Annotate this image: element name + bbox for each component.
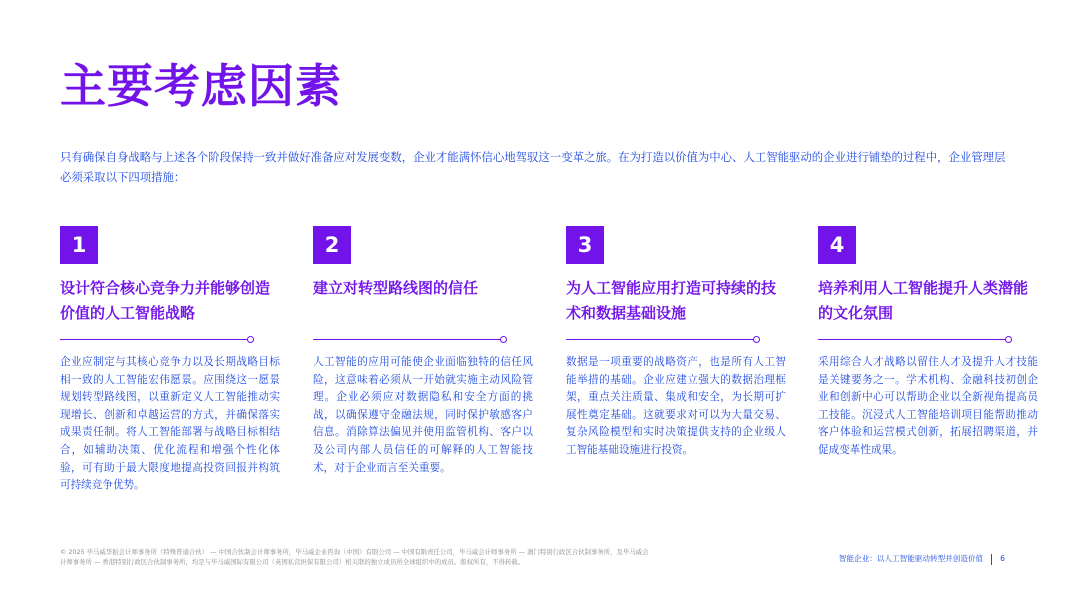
measure-number-badge: 1 [60,226,98,264]
measure-column-1 [60,226,280,492]
measure-heading: 建立对转型路线图的信任 [313,279,479,297]
measure-heading: 培养利用人工智能提升人类潜能的文化氛围 [818,279,1029,322]
measure-column-2 [313,226,533,474]
page-title: 主要考虑因素 [60,59,342,113]
measure-heading: 为人工智能应用打造可持续的技术和数据基础设施 [566,279,777,322]
footer-page-info [839,552,1005,566]
divider-end-circle-icon [500,336,507,343]
intro-paragraph: 只有确保自身战略与上述各个阶段保持一致并做好准备应对发展变数，企业才能满怀信心地驾驭这一变革之旅。在为打造以价值为中心、人工智能驱动的企业进行铺垫的过程中，企业管理层必须采取以下四项措施： [60,150,1006,184]
footer-separator [991,554,992,565]
footer-document-title: 智能企业：以人工智能驱动转型并创造价值 [838,554,984,563]
footer-legal-notice: © 2025 毕马威华振会计师事务所（特殊普通合伙） — 中国合伙制会计师事务所，毕马威企业咨询（中国）有限公司 — 中国有限责任公司，毕马威会计师事务所 — 澳门特别行政区合伙制事务所，及毕马威会计师事务所 — 香港特别行政区合伙制事务所，均是与毕马威国际有限公司（英国私营担保有限公司）相关联的独立成员所全球组织中的成员。版权所有，不得转载。 [60,548,649,566]
measure-number-badge: 4 [818,226,856,264]
measure-body-text: 人工智能的应用可能使企业面临独特的信任风险，这意味着必须从一开始就实施主动风险管理。企业必须应对数据隐私和安全方面的挑战，以确保遵守金融法规，同时保护敏感客户信息。消除算法偏见并使用监管机构、客户以及公司内部人员信任的可解释的人工智能技术，对于企业而言至关重要。 [313,356,533,474]
measure-body-text: 企业应制定与其核心竞争力以及长期战略目标相一致的人工智能宏伟愿景。应围绕这一愿景规划转型路线图，以重新定义人工智能推动实现增长、创新和卓越运营的方式，并确保落实成果责任制。将人工智能部署与战略目标相结合，如辅助决策、优化流程和增强个性化体验，可有助于最大限度地提高投资回报并构筑可持续竞争优势。 [60,356,280,492]
divider-line [818,339,1008,340]
measure-column-4 [818,226,1038,456]
measure-body-text: 数据是一项重要的战略资产，也是所有人工智能举措的基础。企业应建立强大的数据治理框架，重点关注质量、集成和安全，为长期可扩展性奠定基础。这就要求对可以为大量交易、复杂风险模型和实时决策提供支持的企业级人工智能基础设施进行投资。 [566,356,786,456]
page-number: 6 [1000,554,1005,563]
divider-line [313,339,503,340]
measure-body-text: 采用综合人才战略以留住人才及提升人才技能是关键要务之一。学术机构、金融科技初创企业和创新中心可以帮助企业以全新视角提高员工技能。沉浸式人工智能培训项目能帮助推动客户体验和运营模式创新，拓展招聘渠道，并促成变革性成果。 [818,356,1038,456]
divider-end-circle-icon [753,336,760,343]
measure-heading: 设计符合核心竞争力并能够创造价值的人工智能战略 [60,279,271,322]
divider-end-circle-icon [1005,336,1012,343]
divider-line [60,339,250,340]
measure-number-badge: 3 [566,226,604,264]
divider-line [566,339,756,340]
divider-end-circle-icon [247,336,254,343]
measure-column-3 [566,226,786,456]
measure-number-badge: 2 [313,226,351,264]
